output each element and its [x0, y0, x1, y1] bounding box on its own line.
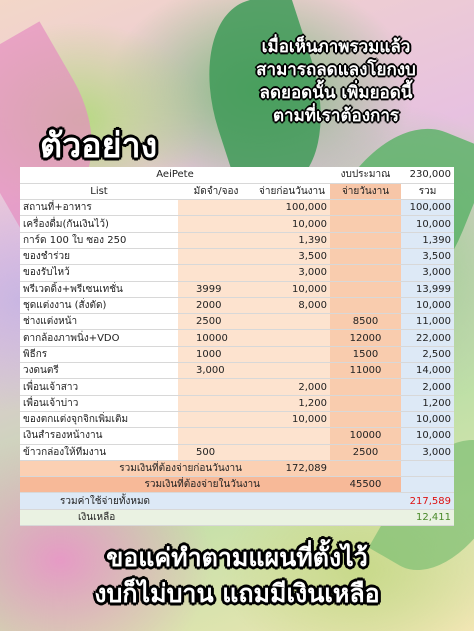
table-row: [20, 444, 454, 460]
cell-total[interactable]: 11,000: [401, 314, 454, 330]
table-row: [20, 216, 454, 232]
top-caption-line: ลดยอดนั้น เพิ่มยอดนี้: [259, 83, 413, 103]
cell-total[interactable]: 2,000: [401, 379, 454, 395]
top-caption-line: สามารถลดแลงโยกงบ: [256, 60, 416, 80]
table-row: [20, 200, 454, 216]
cell-deposit[interactable]: 1000: [178, 346, 254, 362]
cell-total[interactable]: 10,000: [401, 428, 454, 444]
cell-total[interactable]: 10,000: [401, 411, 454, 427]
top-caption-line: ตามที่เราต้องการ: [272, 106, 399, 126]
cell-before[interactable]: 1,390: [254, 232, 330, 248]
cell-item[interactable]: พรีเวดดิ้ง+พรีเซนเทชั่น: [20, 281, 178, 297]
cell-on-day[interactable]: [330, 200, 401, 216]
cell-before[interactable]: [254, 314, 330, 330]
table-row: [20, 265, 454, 281]
cell-on-day[interactable]: [330, 395, 401, 411]
total-on-day-row: [20, 477, 454, 493]
table-row: [20, 232, 454, 248]
table-row: [20, 248, 454, 264]
table-row: [20, 297, 454, 313]
cell-deposit[interactable]: [178, 428, 254, 444]
cell-total[interactable]: 3,000: [401, 265, 454, 281]
cell-on-day[interactable]: [330, 411, 401, 427]
cell-on-day[interactable]: 8500: [330, 314, 401, 330]
cell-on-day[interactable]: [330, 265, 401, 281]
budget-label[interactable]: งบประมาณ: [330, 167, 401, 183]
cell-before[interactable]: 1,200: [254, 395, 330, 411]
cell-before[interactable]: [254, 330, 330, 346]
remaining-value[interactable]: 12,411: [401, 509, 454, 525]
cell-deposit[interactable]: 3,000: [178, 363, 254, 379]
cell-before[interactable]: 8,000: [254, 297, 330, 313]
table-row: [20, 314, 454, 330]
cell-total[interactable]: 3,500: [401, 248, 454, 264]
cell-on-day[interactable]: 10000: [330, 428, 401, 444]
top-caption: [216, 36, 456, 128]
example-title: ตัวอย่าง: [40, 126, 158, 166]
cell-item[interactable]: ช่างแต่งหน้า: [20, 314, 178, 330]
cell-before[interactable]: 3,500: [254, 248, 330, 264]
cell-deposit[interactable]: [178, 200, 254, 216]
cell-deposit[interactable]: [178, 216, 254, 232]
table-row: [20, 411, 454, 427]
cell-deposit[interactable]: 10000: [178, 330, 254, 346]
header-list[interactable]: List: [20, 183, 178, 199]
cell-item[interactable]: ของชำร่วย: [20, 248, 178, 264]
cell-on-day[interactable]: 11000: [330, 363, 401, 379]
cell-item[interactable]: ชุดแต่งงาน (สั่งตัด): [20, 297, 178, 313]
cell-on-day[interactable]: [330, 379, 401, 395]
budget-spreadsheet: [20, 167, 454, 526]
cell-total[interactable]: 2,500: [401, 346, 454, 362]
table-row: [20, 428, 454, 444]
cell-item[interactable]: เพื่อนเจ้าบ่าว: [20, 395, 178, 411]
cell-total[interactable]: 13,999: [401, 281, 454, 297]
cell-on-day[interactable]: [330, 281, 401, 297]
bottom-caption-line: ขอแค่ทำตามแผนที่ตั้งไว้: [106, 543, 368, 572]
sheet-name[interactable]: AeiPete: [20, 167, 330, 183]
header-on-day[interactable]: จ่ายวันงาน: [330, 183, 401, 199]
cell-item[interactable]: ตากล้องภาพนิ่ง+VDO: [20, 330, 178, 346]
cell-total[interactable]: 100,000: [401, 200, 454, 216]
header-total[interactable]: รวม: [401, 183, 454, 199]
cell-before[interactable]: 10,000: [254, 216, 330, 232]
cell-on-day[interactable]: 1500: [330, 346, 401, 362]
top-caption-line: เมื่อเห็นภาพรวมแล้ว: [261, 37, 411, 57]
cell-item[interactable]: ของรับไหว้: [20, 265, 178, 281]
table-row: [20, 330, 454, 346]
bottom-caption: [0, 540, 474, 612]
cell-on-day[interactable]: [330, 297, 401, 313]
cell-before[interactable]: 10,000: [254, 411, 330, 427]
cell-on-day[interactable]: [330, 248, 401, 264]
table-row: [20, 346, 454, 362]
header-deposit[interactable]: มัดจำ/จอง: [178, 183, 254, 199]
cell-before[interactable]: 3,000: [254, 265, 330, 281]
cell-on-day[interactable]: 12000: [330, 330, 401, 346]
cell-before[interactable]: 100,000: [254, 200, 330, 216]
cell-deposit[interactable]: [178, 411, 254, 427]
grand-total-row: [20, 493, 454, 509]
table-row: [20, 363, 454, 379]
cell-deposit[interactable]: [178, 395, 254, 411]
total-on-day-value[interactable]: 45500: [330, 477, 401, 493]
cell-item[interactable]: ข้าวกล่องให้ทีมงาน: [20, 444, 178, 460]
cell-before[interactable]: [254, 428, 330, 444]
cell-total[interactable]: 14,000: [401, 363, 454, 379]
remaining-label[interactable]: เงินเหลือ: [20, 509, 401, 525]
cell-before[interactable]: [254, 346, 330, 362]
total-before-value[interactable]: 172,089: [254, 460, 330, 476]
cell-before[interactable]: 2,000: [254, 379, 330, 395]
total-before-label[interactable]: รวมเงินที่ต้องจ่ายก่อนวันงาน: [20, 460, 254, 476]
table-row: [20, 281, 454, 297]
cell-before[interactable]: [254, 363, 330, 379]
grand-total-value[interactable]: 217,589: [401, 493, 454, 509]
cell-total[interactable]: 10,000: [401, 297, 454, 313]
cell-item[interactable]: เพื่อนเจ้าสาว: [20, 379, 178, 395]
bottom-caption-line: งบก็ไม่บาน แถมมีเงินเหลือ: [94, 579, 380, 608]
grand-total-label[interactable]: รวมค่าใช้จ่ายทั้งหมด: [20, 493, 401, 509]
header-before[interactable]: จ่ายก่อนวันงาน: [254, 183, 330, 199]
cell-before[interactable]: [254, 444, 330, 460]
cell-total[interactable]: 1,390: [401, 232, 454, 248]
total-before-row: [20, 460, 454, 476]
cell-item[interactable]: เครื่องดื่ม(กันเงินไว้): [20, 216, 178, 232]
cell-on-day[interactable]: 2500: [330, 444, 401, 460]
table-row: [20, 395, 454, 411]
cell-before[interactable]: 10,000: [254, 281, 330, 297]
cell-deposit[interactable]: [178, 265, 254, 281]
empty-cell: [330, 460, 401, 476]
cell-total[interactable]: 3,000: [401, 444, 454, 460]
total-on-day-label[interactable]: รวมเงินที่ต้องจ่ายในวันงาน: [20, 477, 330, 493]
cell-deposit[interactable]: [178, 248, 254, 264]
cell-deposit[interactable]: [178, 232, 254, 248]
cell-item[interactable]: สถานที่+อาหาร: [20, 200, 178, 216]
cell-on-day[interactable]: [330, 232, 401, 248]
cell-item[interactable]: ของตกแต่งจุกจิกเพิ่มเติม: [20, 411, 178, 427]
empty-cell: [401, 477, 454, 493]
cell-total[interactable]: 10,000: [401, 216, 454, 232]
cell-item[interactable]: พิธีกร: [20, 346, 178, 362]
cell-deposit[interactable]: 2000: [178, 297, 254, 313]
budget-value[interactable]: 230,000: [401, 167, 454, 183]
empty-cell: [401, 460, 454, 476]
cell-deposit[interactable]: 3999: [178, 281, 254, 297]
cell-item[interactable]: การ์ด 100 ใบ ซอง 250: [20, 232, 178, 248]
cell-item[interactable]: วงดนตรี: [20, 363, 178, 379]
cell-total[interactable]: 1,200: [401, 395, 454, 411]
header-row: [20, 183, 454, 199]
cell-item[interactable]: เงินสำรองหน้างาน: [20, 428, 178, 444]
remaining-row: [20, 509, 454, 525]
table-row: [20, 379, 454, 395]
cell-deposit[interactable]: [178, 379, 254, 395]
sheet-name-row: [20, 167, 454, 183]
cell-deposit[interactable]: 2500: [178, 314, 254, 330]
cell-deposit[interactable]: 500: [178, 444, 254, 460]
cell-total[interactable]: 22,000: [401, 330, 454, 346]
cell-on-day[interactable]: [330, 216, 401, 232]
